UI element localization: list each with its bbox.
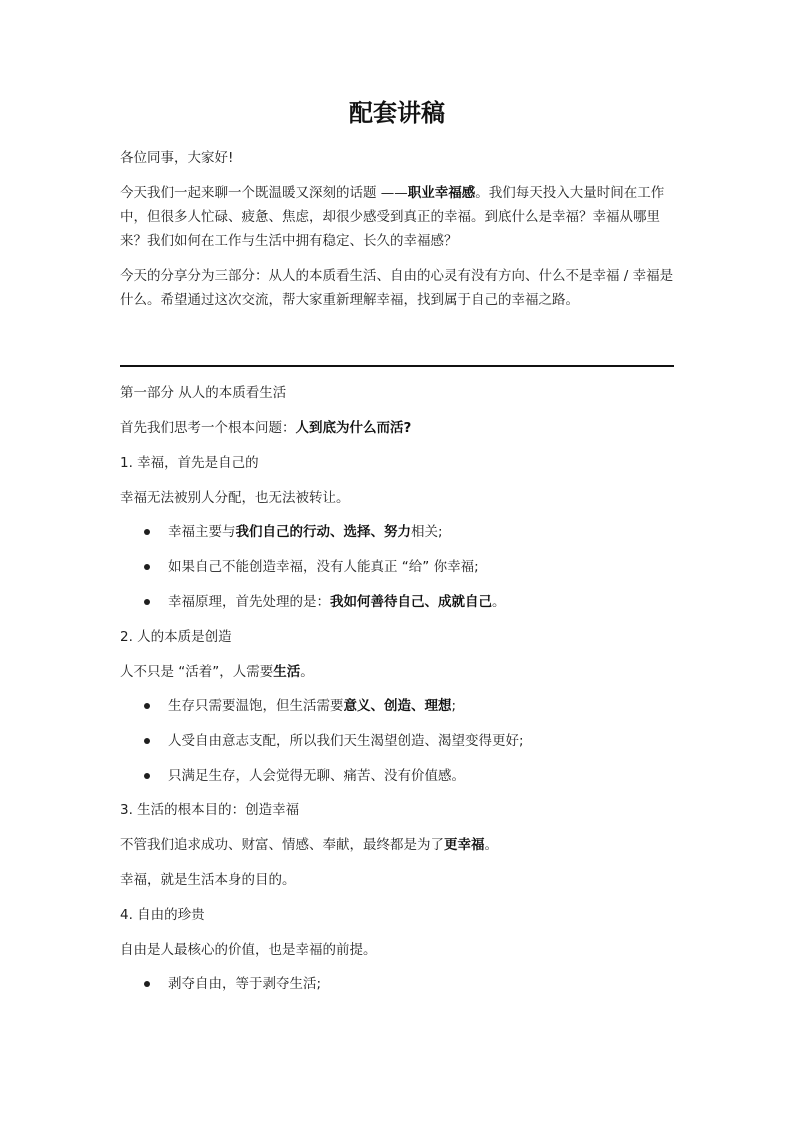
intro-text: 今天我们一起来聊一个既温暖又深刻的话题 —— <box>120 185 408 201</box>
list-item <box>168 590 674 614</box>
section3-text-bold: 更幸福 <box>444 837 485 853</box>
section2-text <box>120 660 674 684</box>
bullet-dot <box>144 738 150 744</box>
bullet-dot <box>144 703 150 709</box>
question-bold: 人到底为什么而活? <box>295 420 412 436</box>
section1-heading: 1. 幸福，首先是自己的 <box>120 455 259 471</box>
list-text: 。 <box>492 594 506 610</box>
list-text: 相关; <box>411 524 443 540</box>
bullet-dot <box>144 564 150 570</box>
list-text: 生存只需要温饱，但生活需要 <box>168 698 344 714</box>
document-title: 配套讲稿 <box>349 99 445 127</box>
list-text: ; <box>451 698 457 714</box>
section2-text-bold: 生活 <box>273 664 301 680</box>
section3-text-end: 。 <box>484 837 498 853</box>
intro-bold-topic: 职业幸福感 <box>407 185 476 201</box>
section3-text <box>120 833 674 857</box>
section3-text2: 幸福，就是生活本身的目的。 <box>120 872 296 888</box>
section3-heading: 3. 生活的根本目的：创造幸福 <box>120 802 300 818</box>
list-item: 剥夺自由，等于剥夺生活; <box>168 976 322 992</box>
greeting: 各位同事，大家好! <box>120 150 234 166</box>
section3-text-lead: 不管我们追求成功、财富、情感、奉献，最终都是为了 <box>120 837 444 853</box>
section2-text-end: 。 <box>300 664 314 680</box>
list-item <box>168 694 674 718</box>
section2-heading: 2. 人的本质是创造 <box>120 629 232 645</box>
section1-text: 幸福无法被别人分配，也无法被转让。 <box>120 490 350 506</box>
intro-text-rest: 。我们每天投入大量时间在工作中，但很多人忙碌、疲惫、焦虑，却很少感受到真正的幸福。到底什么是幸福？幸福从哪里来？我们如何在工作与生活中拥有稳定、长久的幸福感？ <box>120 185 665 249</box>
list-item: 人受自由意志支配，所以我们天生渴望创造、渴望变得更好; <box>168 733 524 749</box>
list-item <box>168 520 674 544</box>
bullet-dot <box>144 773 150 779</box>
list-item: 如果自己不能创造幸福，没有人能真正 “给” 你幸福; <box>168 559 479 575</box>
part1-question <box>120 416 674 440</box>
list-text: 幸福原理，首先处理的是： <box>168 594 330 610</box>
outline-paragraph: 今天的分享分为三部分：从人的本质看生活、自由的心灵有没有方向、什么不是幸福 / 幸福是什么。希望通过这次交流，帮大家重新理解幸福，找到属于自己的幸福之路。 <box>120 268 674 308</box>
list-text: 幸福主要与 <box>168 524 236 540</box>
intro-paragraph <box>120 181 674 253</box>
list-bold: 意义、创造、理想 <box>343 698 452 714</box>
list-bold: 我如何善待自己、成就自己 <box>330 594 492 610</box>
bullet-dot <box>144 599 150 605</box>
question-lead: 首先我们思考一个根本问题： <box>120 420 296 436</box>
bullet-dot <box>144 529 150 535</box>
bullet-dot <box>144 981 150 987</box>
section4-text: 自由是人最核心的价值，也是幸福的前提。 <box>120 942 377 958</box>
part1-heading: 第一部分 从人的本质看生活 <box>120 385 287 401</box>
section4-heading: 4. 自由的珍贵 <box>120 907 205 923</box>
section2-text-lead: 人不只是 “活着”，人需要 <box>120 664 274 680</box>
list-item: 只满足生存，人会觉得无聊、痛苦、没有价值感。 <box>168 768 465 784</box>
list-bold: 我们自己的行动、选择、努力 <box>235 524 411 540</box>
horizontal-rule <box>120 365 674 367</box>
